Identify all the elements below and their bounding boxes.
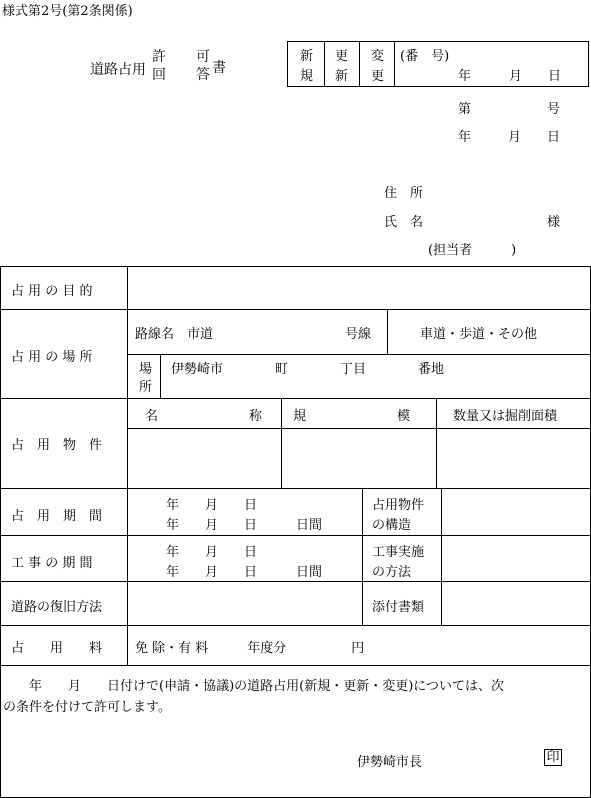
issue-dai: 第: [458, 102, 472, 117]
place-label-bottom: 所: [139, 380, 153, 395]
number-label: (番 号): [400, 49, 450, 64]
title-option2-top: 可: [196, 49, 210, 65]
place-label-top: 場: [139, 362, 153, 377]
col-name-header: 名 称: [145, 409, 263, 424]
fee-label: 占 用 料: [11, 641, 103, 656]
permit-text-line2: の条件を付けて許可します。: [3, 700, 171, 715]
title-option1-top: 許: [152, 49, 166, 65]
type-new-top: 新: [300, 49, 314, 64]
permit-text-line1: 年 月 日付けで(申請・協議)の道路占用(新規・更新・変更)については、次: [3, 679, 505, 694]
route-number-label: 号線: [345, 327, 372, 342]
issue-year: 年: [458, 130, 472, 145]
issue-month: 月: [508, 130, 522, 145]
address-label: 住 所: [384, 186, 424, 201]
title-prefix: 道路占用: [90, 62, 146, 78]
road-type: 車道・歩道・その他: [420, 327, 538, 342]
application-type-box: [287, 41, 589, 87]
name-label: 氏 名: [384, 215, 424, 230]
structure-label-top: 占用物件: [372, 498, 425, 513]
title-suffix: 書: [212, 60, 226, 76]
attachments-label: 添付書類: [372, 600, 425, 615]
address-text: 伊勢崎市 町 丁目 番地: [171, 362, 445, 377]
issue-go: 号: [547, 102, 561, 117]
period-label: 占 用 期 間: [11, 509, 103, 524]
type-change-bottom: 更: [371, 69, 385, 84]
type-renew-top: 更: [335, 49, 349, 64]
type-renew-bottom: 新: [335, 69, 349, 84]
type-change-top: 変: [371, 49, 385, 64]
restoration-label: 道路の復旧方法: [11, 600, 103, 615]
title-option2-bottom: 答: [196, 67, 210, 83]
application-table: [0, 266, 591, 798]
issue-day: 日: [547, 130, 561, 145]
work-method-bottom: の方法: [372, 565, 412, 580]
contact-label: (担当者 ): [428, 243, 517, 258]
col-scale-header: 規 模: [293, 409, 411, 424]
work-line1: 年 月 日: [166, 545, 258, 560]
period-line1: 年 月 日: [166, 498, 258, 513]
work-method-top: 工事実施: [372, 545, 425, 560]
type-new-bottom: 規: [300, 69, 314, 84]
box-date-year: 年: [458, 69, 472, 84]
work-period-label: 工 事 の 期 間: [11, 556, 93, 571]
object-label: 占 用 物 件: [11, 438, 103, 453]
mayor-label: 伊勢崎市長: [357, 755, 423, 770]
location-label: 占 用 の 場 所: [11, 350, 93, 365]
honorific: 様: [547, 215, 561, 230]
structure-label-bottom: の構造: [372, 518, 412, 533]
fee-text: 免 除・有 料 年度分 円: [135, 641, 365, 656]
box-date-month: 月: [509, 69, 523, 84]
purpose-label: 占 用 の 目 的: [11, 284, 93, 299]
box-date-day: 日: [548, 69, 562, 84]
work-line2: 年 月 日 日間: [166, 565, 323, 580]
title-option1-bottom: 回: [152, 67, 166, 83]
col-quantity-header: 数量又は掘削面積: [453, 409, 558, 424]
period-line2: 年 月 日 日間: [166, 518, 323, 533]
seal-mark: 印: [544, 749, 562, 766]
route-name-label: 路線名 市道: [135, 327, 214, 342]
form-label: 様式第2号(第2条関係): [2, 4, 133, 19]
